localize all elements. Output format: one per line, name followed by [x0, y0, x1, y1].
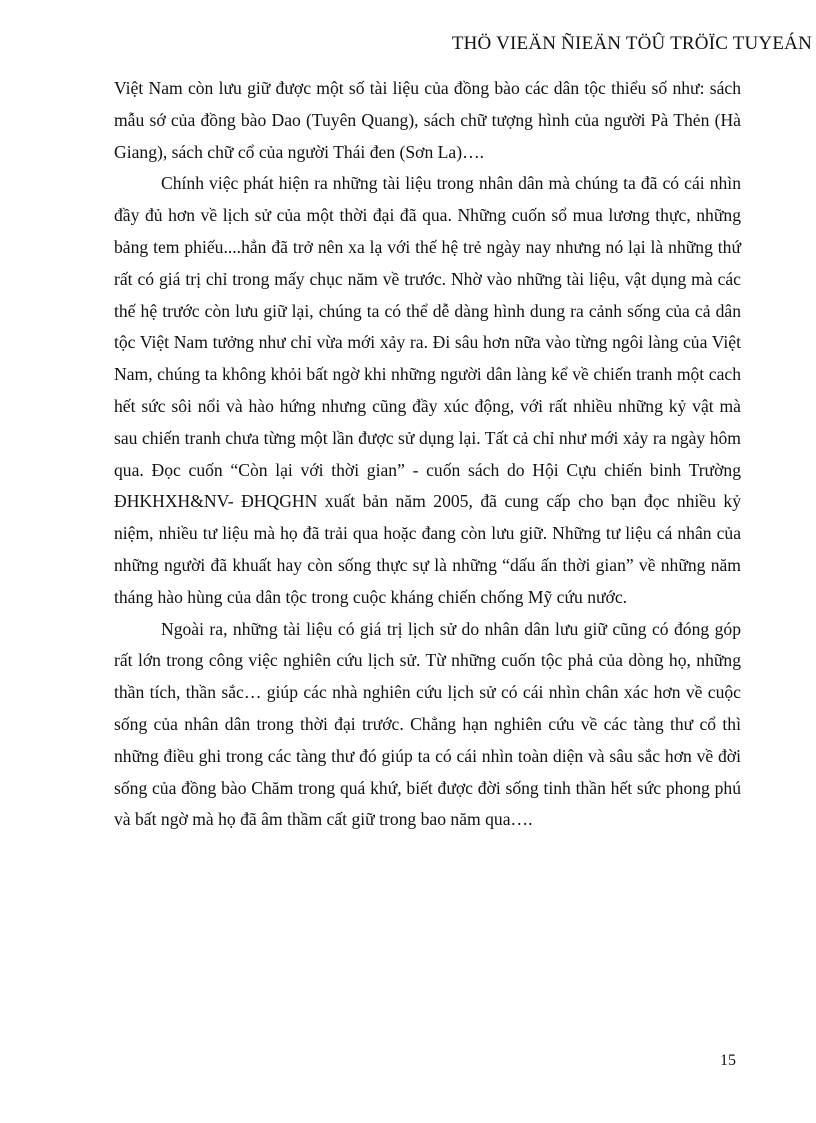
body-text: [114, 73, 741, 836]
paragraph: Chính việc phát hiện ra những tài liệu trong nhân dân mà chúng ta đã có cái nhìn đầy đủ hơn về lịch sử của một thời đại đã qua. Những cuốn sổ mua lương thực, những bảng tem phiếu....hẳn đã trở nên xa lạ với thế hệ trẻ ngày nay nhưng nó lại là những thứ rất có giá trị chỉ trong mấy chục năm về trước. Nhờ vào những tài liệu, vật dụng mà các thế hệ trước còn lưu giữ lại, chúng ta có thể dễ dàng hình dung ra cảnh sống của cả dân tộc Việt Nam tưởng như chỉ vừa mới xảy ra. Đi sâu hơn nữa vào từng ngôi làng của Việt Nam, chúng ta không khỏi bất ngờ khi những người dân làng kể về chiến tranh một cach hết sức sôi nổi và hào hứng nhưng cũng đầy xúc động, với rất nhiều những kỷ vật mà sau chiến tranh chưa từng một lần được sử dụng lại. Tất cả chỉ như mới xảy ra ngày hôm qua. Đọc cuốn “Còn lại với thời gian” - cuốn sách do Hội Cựu chiến binh Trường ĐHKHXH&NV- ĐHQGHN xuất bản năm 2005, đã cung cấp cho bạn đọc nhiều kỷ niệm, nhiều tư liệu mà họ đã trải qua hoặc đang còn lưu giữ. Những tư liệu cá nhân của những người đã khuất hay còn sống thực sự là những “dấu ấn thời gian” về những năm tháng hào hùng của dân tộc trong cuộc kháng chiến chống Mỹ cứu nước.: [114, 173, 741, 607]
paragraph-continuation: Việt Nam còn lưu giữ được một số tài liệu của đồng bào các dân tộc thiểu số như: sách mẫu sớ của đồng bào Dao (Tuyên Quang), sách chữ tượng hình của người Pà Thẻn (Hà Giang), sách chữ cổ của người Thái đen (Sơn La)….: [114, 78, 741, 162]
page-number: 15: [720, 1052, 736, 1069]
paragraph: Ngoài ra, những tài liệu có giá trị lịch sử do nhân dân lưu giữ cũng có đóng góp rất lớn trong công việc nghiên cứu lịch sử. Từ những cuốn tộc phả của dòng họ, những thần tích, thần sắc… giúp các nhà nghiên cứu lịch sử có cái nhìn chân xác hơn về cuộc sống của nhân dân trong thời đại trước. Chẳng hạn nghiên cứu về các tàng thư cổ thì những điều ghi trong các tàng thư đó giúp ta có cái nhìn toàn diện và sâu sắc hơn về đời sống của đồng bào Chăm trong quá khứ, biết được đời sống tinh thần hết sức phong phú và bất ngờ mà họ đã âm thầm cất giữ trong bao năm qua….: [114, 618, 741, 830]
running-header: THÖ VIEÄN ÑIEÄN TÖÛ TRÖÏC TUYEÁN: [451, 33, 812, 54]
